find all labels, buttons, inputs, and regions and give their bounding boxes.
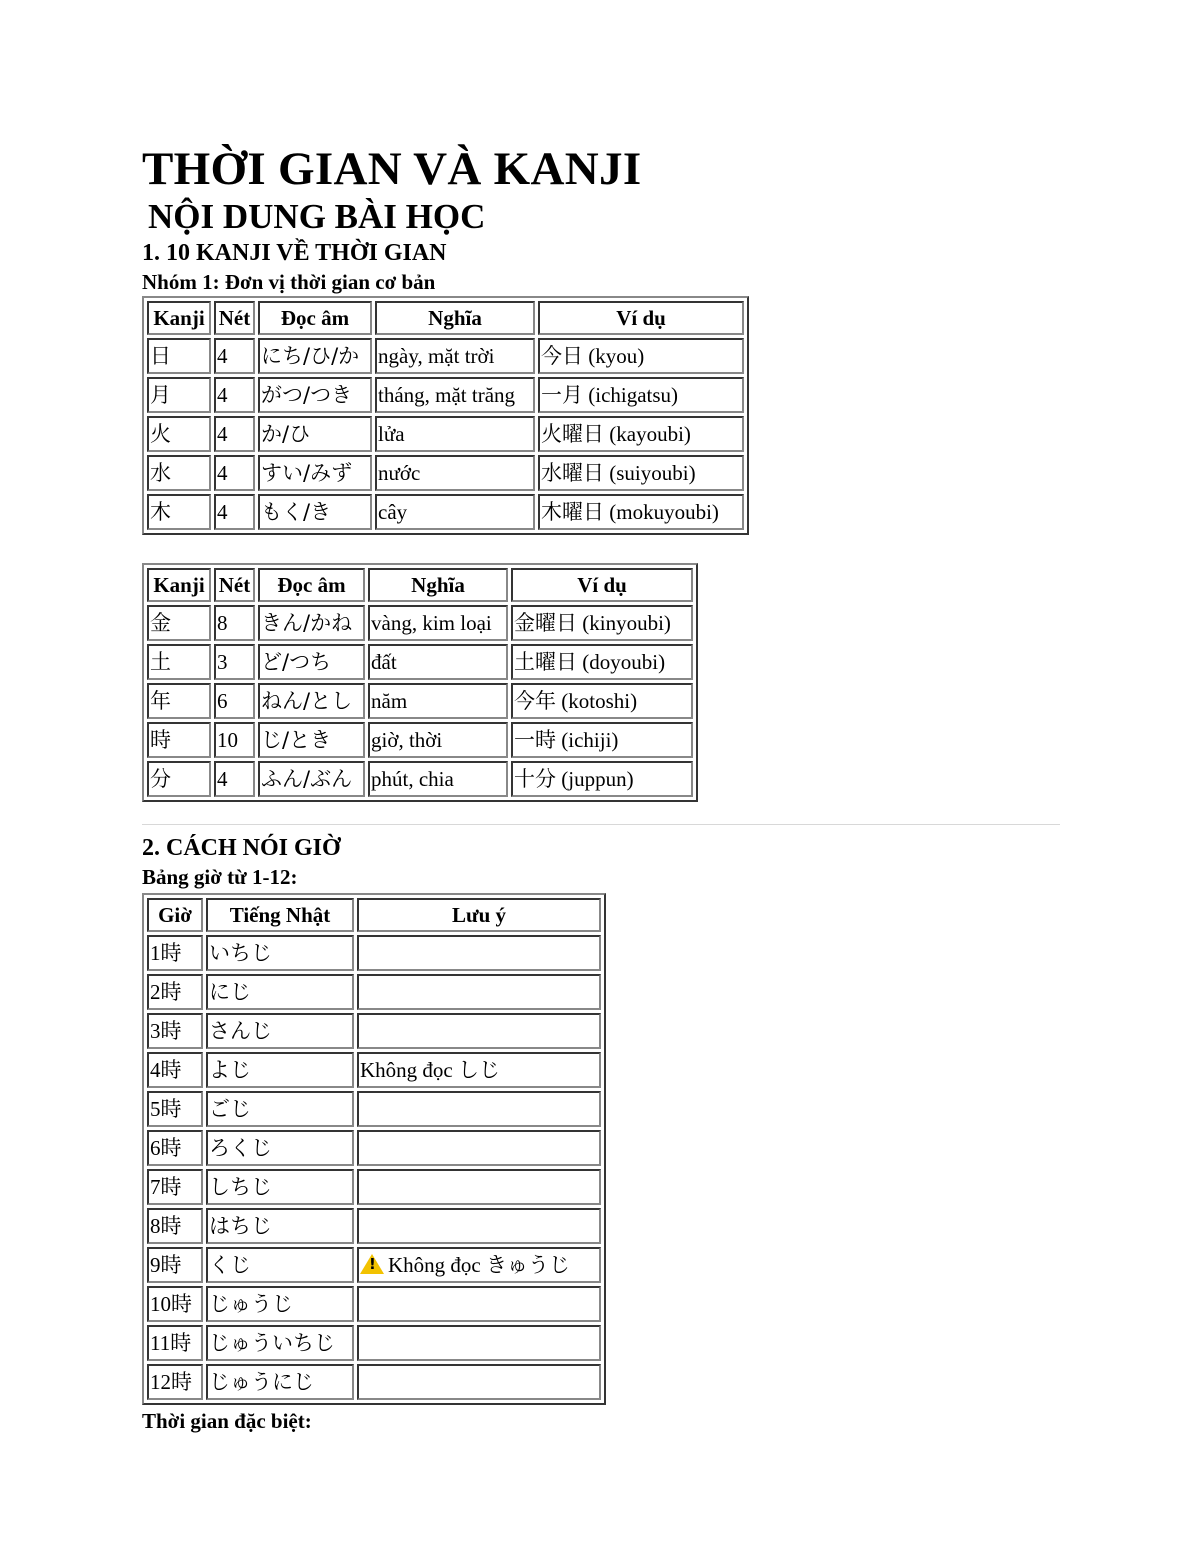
warning-icon — [360, 1254, 384, 1274]
table-row — [147, 338, 744, 374]
meaning-cell: tháng, mặt trăng — [375, 377, 535, 413]
note-cell — [357, 1286, 601, 1322]
table-row — [147, 974, 601, 1010]
table-row — [147, 1286, 601, 1322]
document-page — [142, 140, 1062, 1435]
strokes-cell: 4 — [214, 494, 255, 530]
kanji-cell: 金 — [147, 605, 211, 641]
kanji-cell: 分 — [147, 761, 211, 797]
strokes-cell: 8 — [214, 605, 255, 641]
note-cell — [357, 1130, 601, 1166]
table-row — [147, 605, 693, 641]
table-row — [147, 1052, 601, 1088]
strokes-cell: 4 — [214, 338, 255, 374]
table-row — [147, 1169, 601, 1205]
section-2-heading: 2. CÁCH NÓI GIỜ — [142, 835, 341, 861]
reading-cell: か/ひ — [258, 416, 372, 452]
reading-cell: もく/き — [258, 494, 372, 530]
header-meaning: Nghĩa — [368, 568, 508, 602]
kanji-table-1 — [142, 296, 749, 535]
kanji-cell: 土 — [147, 644, 211, 680]
example-cell: 水曜日 (suiyoubi) — [538, 455, 744, 491]
table-row — [147, 1091, 601, 1127]
japanese-reading-cell: はちじ — [206, 1208, 354, 1244]
table-row — [147, 377, 744, 413]
strokes-cell: 4 — [214, 377, 255, 413]
header-meaning: Nghĩa — [375, 301, 535, 335]
header-kanji: Kanji — [147, 301, 211, 335]
strokes-cell: 10 — [214, 722, 255, 758]
hour-cell: 3時 — [147, 1013, 203, 1049]
example-cell: 土曜日 (doyoubi) — [511, 644, 693, 680]
section-1-heading: 1. 10 KANJI VỀ THỜI GIAN — [142, 240, 447, 266]
special-time-label: Thời gian đặc biệt: — [142, 1409, 312, 1433]
meaning-cell: nước — [375, 455, 535, 491]
table-row — [147, 455, 744, 491]
hour-cell: 7時 — [147, 1169, 203, 1205]
reading-cell: きん/かね — [258, 605, 365, 641]
meaning-cell: ngày, mặt trời — [375, 338, 535, 374]
note-text: Không đọc きゅうじ — [388, 1253, 570, 1277]
kanji-cell: 月 — [147, 377, 211, 413]
example-cell: 今日 (kyou) — [538, 338, 744, 374]
header-kanji: Kanji — [147, 568, 211, 602]
kanji-cell: 水 — [147, 455, 211, 491]
table-row — [147, 935, 601, 971]
japanese-reading-cell: くじ — [206, 1247, 354, 1283]
header-reading: Đọc âm — [258, 301, 372, 335]
japanese-reading-cell: しちじ — [206, 1169, 354, 1205]
header-example: Ví dụ — [538, 301, 744, 335]
note-cell — [357, 1013, 601, 1049]
kanji-cell: 時 — [147, 722, 211, 758]
table-header-row — [147, 568, 693, 602]
table-row — [147, 1364, 601, 1400]
note-cell — [357, 1325, 601, 1361]
strokes-cell: 4 — [214, 416, 255, 452]
japanese-reading-cell: よじ — [206, 1052, 354, 1088]
hour-cell: 4時 — [147, 1052, 203, 1088]
hour-cell: 5時 — [147, 1091, 203, 1127]
meaning-cell: năm — [368, 683, 508, 719]
table-row — [147, 494, 744, 530]
meaning-cell: cây — [375, 494, 535, 530]
hour-cell: 2時 — [147, 974, 203, 1010]
note-cell — [357, 1247, 601, 1283]
note-cell — [357, 1052, 601, 1088]
table-row — [147, 1013, 601, 1049]
meaning-cell: đất — [368, 644, 508, 680]
reading-cell: がつ/つき — [258, 377, 372, 413]
table-row — [147, 1208, 601, 1244]
kanji-cell: 年 — [147, 683, 211, 719]
reading-cell: ねん/とし — [258, 683, 365, 719]
example-cell: 十分 (juppun) — [511, 761, 693, 797]
page-title: THỜI GIAN VÀ KANJI — [142, 143, 642, 195]
header-strokes: Nét — [214, 301, 255, 335]
note-cell — [357, 1091, 601, 1127]
section-divider — [142, 824, 1060, 825]
hour-cell: 6時 — [147, 1130, 203, 1166]
kanji-cell: 日 — [147, 338, 211, 374]
japanese-reading-cell: じゅういちじ — [206, 1325, 354, 1361]
table-row — [147, 1247, 601, 1283]
note-cell — [357, 1364, 601, 1400]
reading-cell: ふん/ぶん — [258, 761, 365, 797]
table-row — [147, 683, 693, 719]
kanji-cell: 木 — [147, 494, 211, 530]
hour-cell: 8時 — [147, 1208, 203, 1244]
hour-cell: 10時 — [147, 1286, 203, 1322]
note-text: Không đọc しじ — [360, 1058, 500, 1082]
hour-table — [142, 893, 606, 1405]
table-row — [147, 1325, 601, 1361]
meaning-cell: lửa — [375, 416, 535, 452]
example-cell: 木曜日 (mokuyoubi) — [538, 494, 744, 530]
example-cell: 今年 (kotoshi) — [511, 683, 693, 719]
japanese-reading-cell: じゅうにじ — [206, 1364, 354, 1400]
note-cell — [357, 1208, 601, 1244]
header-reading: Đọc âm — [258, 568, 365, 602]
strokes-cell: 6 — [214, 683, 255, 719]
table-row — [147, 1130, 601, 1166]
reading-cell: すい/みず — [258, 455, 372, 491]
japanese-reading-cell: ごじ — [206, 1091, 354, 1127]
group-1-label: Nhóm 1: Đơn vị thời gian cơ bản — [142, 270, 436, 294]
reading-cell: ど/つち — [258, 644, 365, 680]
example-cell: 一月 (ichigatsu) — [538, 377, 744, 413]
header-hour: Giờ — [147, 898, 203, 932]
hour-cell: 1時 — [147, 935, 203, 971]
meaning-cell: phút, chia — [368, 761, 508, 797]
note-cell — [357, 974, 601, 1010]
example-cell: 一時 (ichiji) — [511, 722, 693, 758]
hour-cell: 11時 — [147, 1325, 203, 1361]
kanji-table-2 — [142, 563, 698, 802]
kanji-cell: 火 — [147, 416, 211, 452]
note-cell — [357, 935, 601, 971]
table-row — [147, 416, 744, 452]
note-cell — [357, 1169, 601, 1205]
header-example: Ví dụ — [511, 568, 693, 602]
japanese-reading-cell: さんじ — [206, 1013, 354, 1049]
table-row — [147, 722, 693, 758]
strokes-cell: 3 — [214, 644, 255, 680]
table-header-row — [147, 301, 744, 335]
hour-cell: 12時 — [147, 1364, 203, 1400]
japanese-reading-cell: いちじ — [206, 935, 354, 971]
table-row — [147, 644, 693, 680]
meaning-cell: giờ, thời — [368, 722, 508, 758]
page-subtitle: NỘI DUNG BÀI HỌC — [148, 197, 486, 236]
table-row — [147, 761, 693, 797]
japanese-reading-cell: じゅうじ — [206, 1286, 354, 1322]
strokes-cell: 4 — [214, 761, 255, 797]
table-header-row — [147, 898, 601, 932]
reading-cell: じ/とき — [258, 722, 365, 758]
meaning-cell: vàng, kim loại — [368, 605, 508, 641]
japanese-reading-cell: にじ — [206, 974, 354, 1010]
reading-cell: にち/ひ/か — [258, 338, 372, 374]
header-note: Lưu ý — [357, 898, 601, 932]
japanese-reading-cell: ろくじ — [206, 1130, 354, 1166]
header-strokes: Nét — [214, 568, 255, 602]
hour-cell: 9時 — [147, 1247, 203, 1283]
example-cell: 火曜日 (kayoubi) — [538, 416, 744, 452]
example-cell: 金曜日 (kinyoubi) — [511, 605, 693, 641]
strokes-cell: 4 — [214, 455, 255, 491]
hour-table-label: Bảng giờ từ 1-12: — [142, 865, 298, 889]
header-japanese: Tiếng Nhật — [206, 898, 354, 932]
